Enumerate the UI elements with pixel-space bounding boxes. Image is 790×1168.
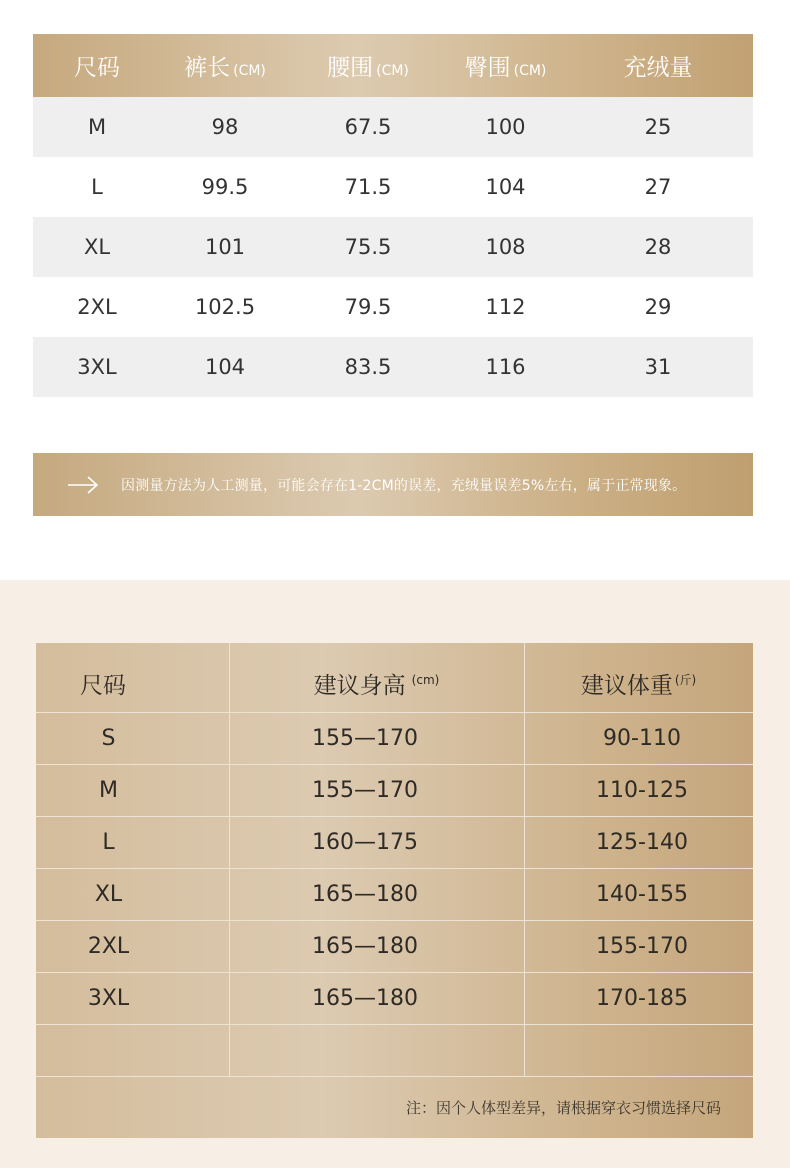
row-divider bbox=[36, 1024, 753, 1025]
row-divider bbox=[36, 816, 753, 817]
cell-length: 99.5 bbox=[201, 175, 249, 199]
cell-size: 3XL bbox=[77, 355, 117, 379]
row-divider bbox=[36, 1076, 753, 1077]
cell-length: 102.5 bbox=[194, 295, 256, 319]
cell-weight: 155-170 bbox=[596, 934, 688, 959]
cell-height: 155—170 bbox=[312, 778, 418, 803]
cell-size: M bbox=[87, 115, 107, 139]
cell-height: 160—175 bbox=[312, 830, 418, 855]
table-row bbox=[33, 217, 753, 277]
cell-fill: 25 bbox=[644, 115, 672, 139]
arrow-right-icon bbox=[67, 475, 99, 495]
row-divider bbox=[36, 868, 753, 869]
row-divider bbox=[36, 712, 753, 713]
cell-hip: 104 bbox=[485, 175, 526, 199]
row-divider bbox=[36, 972, 753, 973]
cell-size: 2XL bbox=[77, 295, 117, 319]
measurement-note-banner bbox=[33, 453, 753, 516]
cell-size: XL bbox=[83, 235, 111, 259]
table-row bbox=[33, 337, 753, 397]
header-height: 建议身高 $^{(cm)}$ bbox=[313, 673, 440, 699]
cell-size: L bbox=[102, 830, 115, 855]
column-divider bbox=[524, 643, 525, 1076]
cell-height: 155—170 bbox=[312, 726, 418, 751]
recommendation-table bbox=[36, 643, 753, 1138]
cell-waist: 71.5 bbox=[344, 175, 392, 199]
cell-weight: 90-110 bbox=[603, 726, 681, 751]
recommendation-section bbox=[0, 580, 790, 1168]
cell-fill: 29 bbox=[644, 295, 672, 319]
cell-fill: 28 bbox=[644, 235, 672, 259]
cell-waist: 79.5 bbox=[344, 295, 392, 319]
cell-fill: 31 bbox=[644, 355, 672, 379]
cell-waist: 75.5 bbox=[344, 235, 392, 259]
cell-size: 3XL bbox=[87, 986, 130, 1011]
cell-waist: 83.5 bbox=[344, 355, 392, 379]
cell-length: 101 bbox=[204, 235, 246, 259]
header-waist: 腰围 (CM) bbox=[327, 55, 409, 81]
table-row bbox=[33, 97, 753, 157]
cell-size: 2XL bbox=[87, 934, 130, 959]
cell-height: 165—180 bbox=[312, 882, 418, 907]
cell-hip: 112 bbox=[485, 295, 526, 319]
header-length: 裤长 (CM) bbox=[184, 55, 266, 81]
cell-weight: 125-140 bbox=[596, 830, 688, 855]
column-divider bbox=[229, 643, 230, 1076]
header-hip: 臀围 (CM) bbox=[464, 55, 547, 81]
table-row bbox=[33, 157, 753, 217]
header-size: 尺码 bbox=[80, 673, 126, 699]
header-weight: 建议体重 $^{(斤)}$ bbox=[580, 673, 697, 699]
cell-hip: 116 bbox=[485, 355, 526, 379]
size-table bbox=[33, 34, 753, 397]
cell-size: XL bbox=[94, 882, 123, 907]
cell-size: M bbox=[99, 778, 118, 803]
cell-weight: 110-125 bbox=[596, 778, 688, 803]
row-divider bbox=[36, 920, 753, 921]
cell-fill: 27 bbox=[644, 175, 672, 199]
cell-height: 165—180 bbox=[312, 934, 418, 959]
row-divider bbox=[36, 764, 753, 765]
cell-size: L bbox=[91, 175, 103, 199]
size-table-header bbox=[33, 34, 753, 97]
cell-hip: 100 bbox=[485, 115, 526, 139]
cell-weight: 140-155 bbox=[596, 882, 688, 907]
cell-waist: 67.5 bbox=[344, 115, 392, 139]
cell-weight: 170-185 bbox=[596, 986, 688, 1011]
cell-height: 165—180 bbox=[312, 986, 418, 1011]
cell-length: 98 bbox=[211, 115, 239, 139]
table-row bbox=[33, 277, 753, 337]
cell-hip: 108 bbox=[485, 235, 526, 259]
selection-note: 注：因个人体型差异，请根据穿衣习惯选择尺码 bbox=[405, 1099, 721, 1117]
cell-length: 104 bbox=[204, 355, 246, 379]
header-fill: 充绒量 bbox=[623, 55, 693, 81]
header-size: 尺码 bbox=[74, 55, 120, 81]
measurement-note-text: 因测量方法为人工测量，可能会存在1-2CM的误差，充绒量误差5%左右，属于正常现象。 bbox=[121, 477, 687, 494]
cell-size: S bbox=[101, 726, 116, 751]
